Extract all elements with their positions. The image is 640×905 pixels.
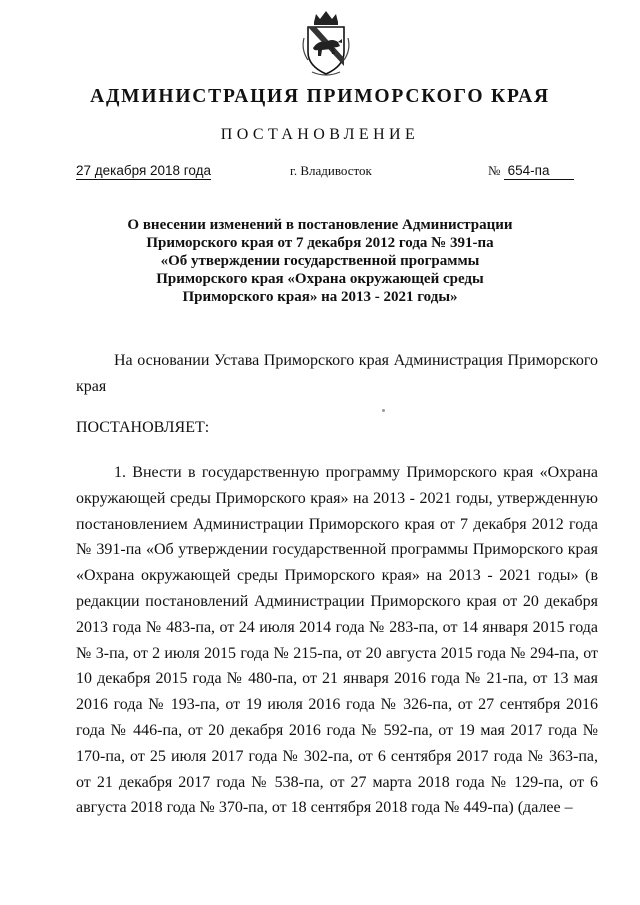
- document-title: [100, 216, 540, 306]
- decree-heading: ПОСТАНОВЛЯЕТ:: [76, 419, 210, 436]
- document-type: ПОСТАНОВЛЕНИЕ: [220, 126, 420, 143]
- basis-paragraph: На основании Устава Приморского края Администрация Приморского края: [76, 352, 598, 395]
- title-line: Приморского края от 7 декабря 2012 года № 391-па: [146, 235, 494, 251]
- document-number: [488, 163, 574, 180]
- document-date: 27 декабря 2018 года: [76, 163, 212, 178]
- coat-of-arms-icon: [298, 8, 354, 78]
- title-line: Приморского края «Охрана окружающей среды: [156, 271, 484, 287]
- title-line: О внесении изменений в постановление Администрации: [127, 217, 513, 233]
- number-value: 654-па: [504, 163, 574, 180]
- number-sign: №: [488, 163, 501, 178]
- title-line: «Об утверждении государственной программы: [160, 253, 480, 269]
- title-line: Приморского края» на 2013 - 2021 годы»: [182, 289, 458, 305]
- document-city: г. Владивосток: [290, 163, 372, 178]
- item-1-paragraph: 1. Внести в государственную программу Приморского края «Охрана окружающей среды Приморского края» на 2013 - 2021 годы, утвержденную постановлением Администрации Приморского края от 7 декабря 2012 года № 391-па «Об утверждении государственной программы Приморского края «Охрана окружающей среды Приморского края» на 2013 - 2021 годы» (в редакции постановлений Администрации Приморского края от 20 декабря 2013 года № 483-па, от 24 июля 2014 года № 283-па, от 14 января 2015 года № 3-па, от 2 июля 2015 года № 215-па, от 20 августа 2015 года № 294-па, от 10 декабря 2015 года № 480-па, от 21 января 2016 года № 21-па, от 13 мая 2016 года № 193-па, от 19 июля 2016 года № 326-па, от 27 сентября 2016 года № 446-па, от 20 декабря 2016 года № 592-па, от 19 мая 2017 года № 170-па, от 25 июля 2017 года № 302-па, от 6 сентября 2017 года № 363-па, от 21 декабря 2017 года № 538-па, от 27 марта 2018 года № 129-па, от 6 августа 2018 года № 370-па, от 18 сентября 2018 года № 449-па) (далее –: [76, 464, 598, 817]
- agency-name: АДМИНИСТРАЦИЯ ПРИМОРСКОГО КРАЯ: [90, 86, 550, 107]
- scan-speck: [382, 409, 385, 412]
